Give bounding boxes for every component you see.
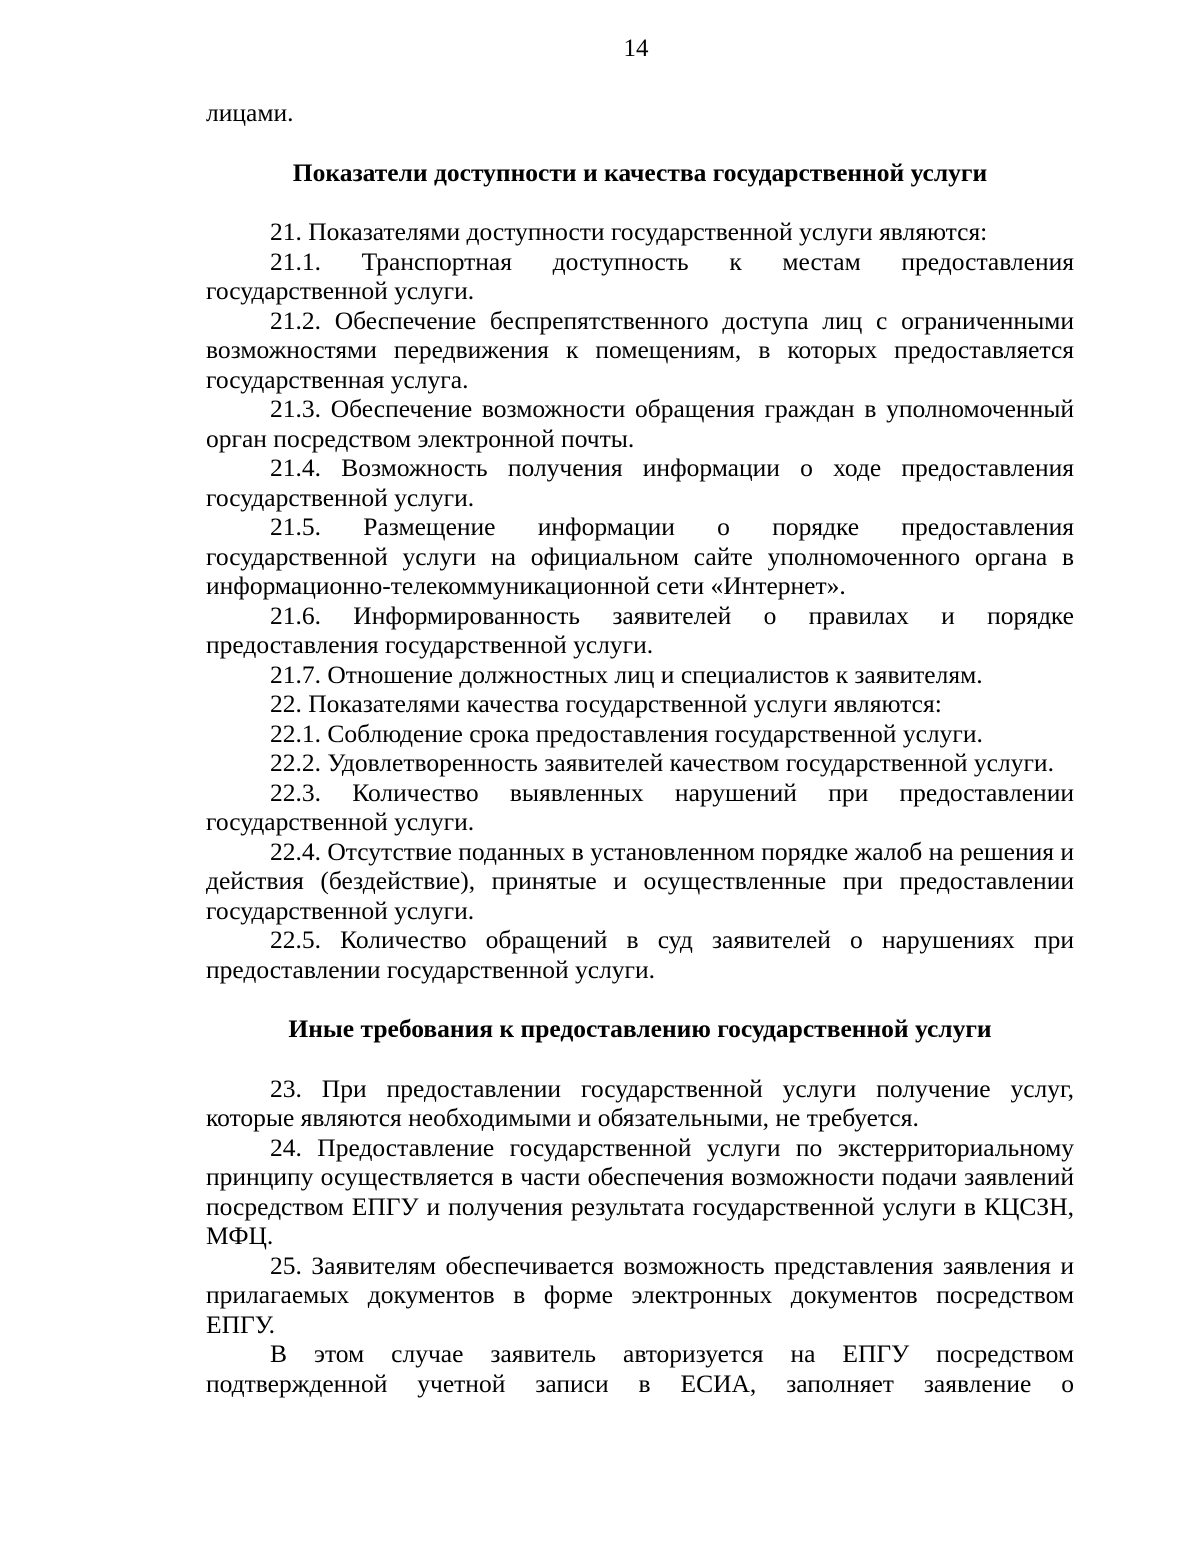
- paragraph: 21.1. Транспортная доступность к местам предоставления государственной услуги.: [206, 246, 1074, 305]
- paragraph: 22. Показателями качества государственной услуги являются:: [270, 689, 942, 718]
- paragraph: 22.5. Количество обращений в суд заявителей о нарушениях при предоставлении государственной услуги.: [206, 925, 1074, 984]
- page-number: 14: [623, 35, 649, 62]
- continuation-text: лицами.: [206, 98, 294, 127]
- paragraph: 22.3. Количество выявленных нарушений при предоставлении государственной услуги.: [206, 777, 1074, 836]
- paragraph: 22.1. Соблюдение срока предоставления государственной услуги.: [270, 718, 983, 748]
- paragraph: 23. При предоставлении государственной услуги получение услуг, которые являются необходимыми и обязательными, не требуется.: [206, 1073, 1074, 1132]
- paragraph: 21.2. Обеспечение беспрепятственного доступа лиц с ограниченными возможностями передвижения к помещениям, в которых предоставляется государственная услуга.: [206, 305, 1074, 394]
- paragraph: 21.7. Отношение должностных лиц и специалистов к заявителям.: [270, 659, 983, 689]
- paragraph: 21.5. Размещение информации о порядке предоставления государственной услуги на официальном сайте уполномоченного органа в информационно-телекоммуникационной сети «Интернет».: [206, 512, 1074, 600]
- paragraph: 22.2. Удовлетворенность заявителей качеством государственной услуги.: [270, 748, 1054, 777]
- paragraph: В этом случае заявитель авторизуется на ЕПГУ посредством подтвержденной учетной записи в ЕСИА, заполняет заявление о: [206, 1339, 1074, 1398]
- paragraph: 21.3. Обеспечение возможности обращения граждан в уполномоченный орган посредством электронной почты.: [206, 394, 1074, 453]
- paragraph: 24. Предоставление государственной услуги по экстерриториальному принципу осуществляется в части обеспечения возможности подачи заявлений посредством ЕПГУ и получения результата государственной услуги в КЦСЗН, МФЦ.: [206, 1132, 1074, 1250]
- document-body: [206, 98, 1074, 1398]
- paragraph: 25. Заявителям обеспечивается возможность представления заявления и прилагаемых документов в форме электронных документов посредством ЕПГУ.: [206, 1250, 1074, 1339]
- paragraph: 21.4. Возможность получения информации о ходе предоставления государственной услуги.: [206, 453, 1074, 512]
- paragraph: 22.4. Отсутствие поданных в установленном порядке жалоб на решения и действия (бездействие), принятые и осуществленные при предоставлении государственной услуги.: [206, 836, 1074, 925]
- section-heading-availability: Показатели доступности и качества государственной услуги: [292, 157, 988, 187]
- paragraph: 21.6. Информированность заявителей о правилах и порядке предоставления государственной услуги.: [206, 600, 1074, 659]
- paragraph: 21. Показателями доступности государственной услуги являются:: [270, 217, 988, 246]
- section-heading-other-requirements: Иные требования к предоставлению государственной услуги: [288, 1014, 992, 1043]
